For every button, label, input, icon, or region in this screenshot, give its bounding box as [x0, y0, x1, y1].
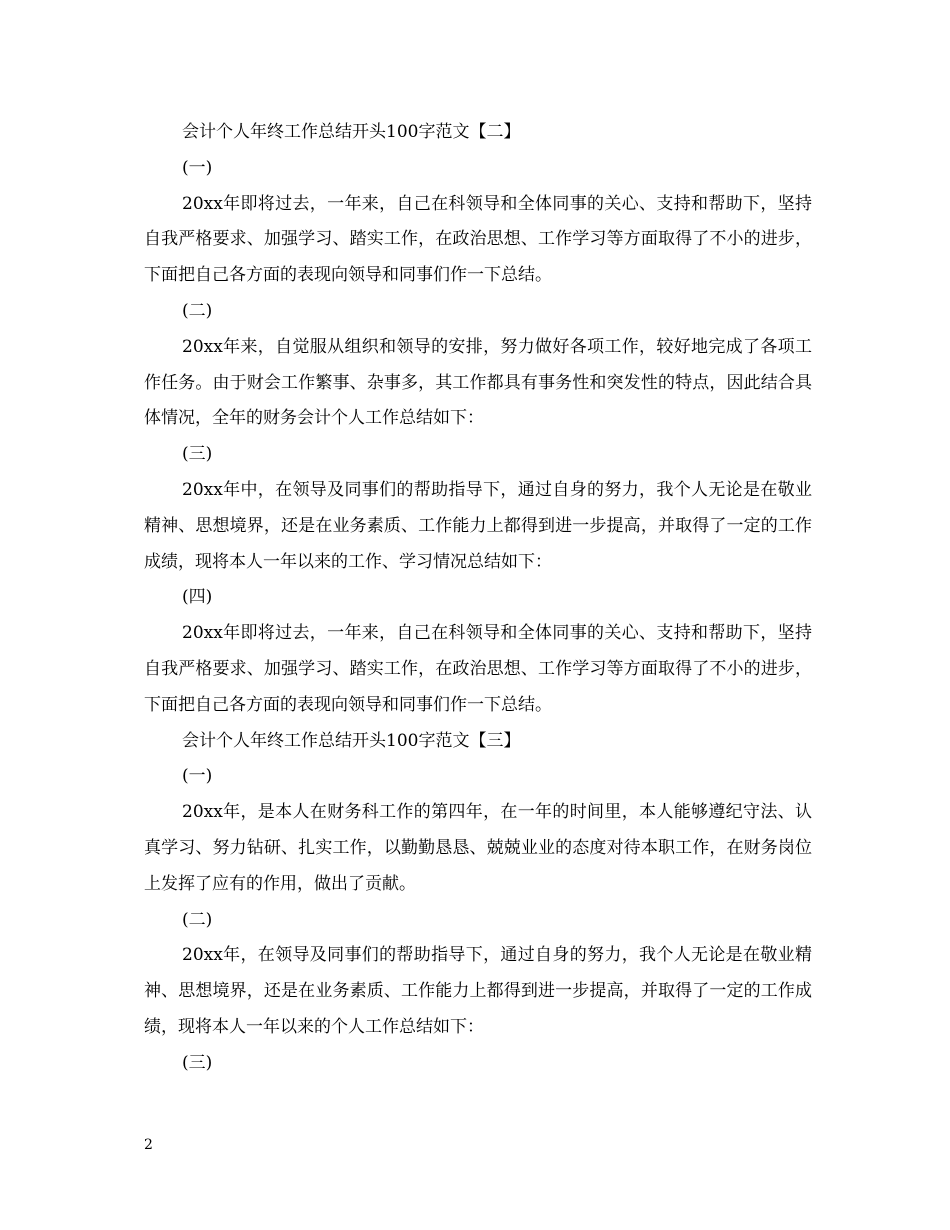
document-body — [144, 115, 812, 1082]
body-paragraph: 20xx年中，在领导及同事们的帮助指导下，通过自身的努力，我个人无论是在敬业精神、思想境界，还是在业务素质、工作能力上都得到进一步提高，并取得了一定的工作成绩，现将本人一年以来的工作、学习情况总结如下： — [144, 479, 812, 572]
body-paragraph: 20xx年来，自觉服从组织和领导的安排，努力做好各项工作，较好地完成了各项工作任务。由于财会工作繁事、杂事多，其工作都具有事务性和突发性的特点，因此结合具体情况，全年的财务会计个人工作总结如下： — [144, 336, 812, 429]
section-heading: 会计个人年终工作总结开头100字范文【三】 — [182, 730, 521, 751]
section-number: (二) — [182, 909, 213, 930]
body-paragraph: 20xx年，是本人在财务科工作的第四年，在一年的时间里，本人能够遵纪守法、认真学习、努力钻研、扎实工作，以勤勤恳恳、兢兢业业的态度对待本职工作，在财务岗位上发挥了应有的作用，做出了贡献。 — [144, 802, 812, 894]
section-number: (一) — [182, 766, 213, 787]
page-number: 2 — [144, 1137, 153, 1153]
body-paragraph: 20xx年即将过去，一年来，自己在科领导和全体同事的关心、支持和帮助下，坚持自我严格要求、加强学习、踏实工作，在政治思想、工作学习等方面取得了不小的进步，下面把自己各方面的表现向领导和同事们作一下总结。 — [144, 193, 812, 286]
body-paragraph: 20xx年，在领导及同事们的帮助指导下，通过自身的努力，我个人无论是在敬业精神、思想境界，还是在业务素质、工作能力上都得到进一步提高，并取得了一定的工作成绩，现将本人一年以来的个人工作总结如下： — [144, 945, 812, 1037]
body-paragraph: 20xx年即将过去，一年来，自己在科领导和全体同事的关心、支持和帮助下，坚持自我严格要求、加强学习、踏实工作，在政治思想、工作学习等方面取得了不小的进步，下面把自己各方面的表现向领导和同事们作一下总结。 — [144, 623, 812, 715]
section-number: (三) — [182, 444, 213, 465]
section-number: (四) — [182, 587, 213, 608]
section-number: (二) — [182, 300, 213, 321]
section-number: (一) — [182, 157, 213, 178]
section-number: (三) — [182, 1052, 213, 1073]
section-heading: 会计个人年终工作总结开头100字范文【二】 — [182, 122, 521, 142]
